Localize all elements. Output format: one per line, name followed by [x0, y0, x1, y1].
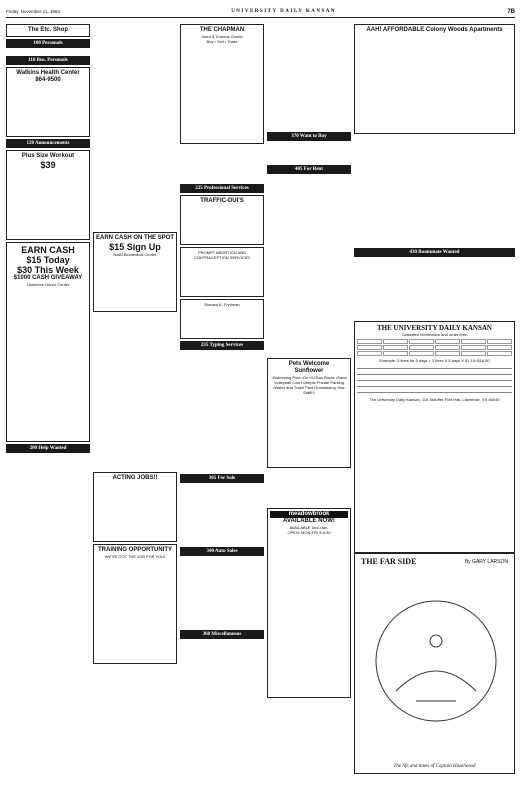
- giveaway: $1000 CASH GIVEAWAY: [13, 275, 83, 281]
- sunflower-logo: Sunflower: [294, 368, 324, 374]
- watkins-ad: [6, 67, 90, 137]
- want-to-buy-text: [267, 143, 351, 163]
- far-side-caption: The life and times of Captain Hazelwood: [393, 764, 476, 769]
- chapman-title: THE CHAPMAN: [199, 27, 245, 33]
- traffic-dui-title: TRAFFIC-DUI'S: [200, 198, 244, 204]
- chapman-tag: Buy • Sell • Trade: [206, 39, 238, 44]
- column-3: [180, 22, 264, 794]
- section-announcements: 120 Announcements: [6, 139, 90, 148]
- paper-name: UNIVERSITY DAILY KANSAN: [231, 9, 336, 14]
- auto-sales-text: [180, 558, 264, 628]
- nabi-ad: [93, 232, 177, 312]
- sunflower-amenities: •Swimming Pool •On KU Bus Route •Sand Volleyball Court •Ample Private Parking •Water and Trash Paid Outstanding Year Staff!!!: [271, 375, 347, 395]
- chapman-ad: [180, 24, 264, 144]
- frydman-title: Richard A. Frydman: [204, 302, 240, 307]
- filler-text: [6, 50, 90, 54]
- watkins-phone: 864-9500: [35, 77, 61, 83]
- section-typing-services: 235 Typing Services: [180, 341, 264, 350]
- form-line-4[interactable]: [357, 382, 512, 387]
- date: Friday, November 11, 1994: [6, 9, 60, 14]
- section-for-rent: 405 For Rent: [267, 165, 351, 174]
- section-for-sale: 305 For Sale: [180, 474, 264, 483]
- section-roommate-wanted: 430 Roommate Wanted: [354, 248, 515, 257]
- pricing-example: Example: 3 lines for 5 days = 3 lines X 5 days X $1.10=$16.50: [379, 358, 490, 363]
- column-4: [267, 22, 351, 794]
- section-personals: 100 Personals: [6, 39, 90, 48]
- today-amount: $15 Today: [26, 255, 70, 265]
- acting-jobs-title: ACTING JOBS!!: [112, 475, 158, 481]
- section-auto-sales: 340 Auto Sales: [180, 547, 264, 556]
- etc-shop-title: The Etc. Shop: [27, 27, 68, 33]
- plus-size-title: Plus Size Workout: [21, 153, 75, 159]
- meadowbrook-hours: OPEN: MON-FRI 8-5:30: [287, 530, 331, 535]
- meadowbrook-note: AVAILABLE Dec./Jan.: [289, 525, 329, 530]
- abortion-title: PROMPT ABORTION AND CONTRACEPTION SERVICES: [194, 250, 250, 260]
- etc-shop-ad: [6, 24, 90, 37]
- section-miscellaneous: 360 Miscellaneous: [180, 630, 264, 639]
- far-side-byline: By GARY LARSON: [464, 559, 508, 565]
- far-side-title: THE FAR SIDE: [361, 557, 417, 566]
- plus-size-ad: [6, 150, 90, 240]
- far-side-comic: [354, 552, 515, 774]
- donor-center-ad: [6, 242, 90, 442]
- masthead: [6, 6, 515, 18]
- far-side-drawing: [356, 571, 515, 751]
- column-2: [93, 22, 177, 794]
- week-amount: $30 This Week: [17, 265, 79, 275]
- form-line-1[interactable]: [357, 364, 512, 369]
- meadowbrook-ad: [267, 508, 351, 698]
- donor-center-name: Lawrence Donor Center: [26, 282, 70, 287]
- section-want-to-buy: 370 Want to Buy: [267, 132, 351, 141]
- section-help-wanted: 200 Help Wanted: [6, 444, 90, 453]
- training-ad: [93, 544, 177, 664]
- column-1: [6, 22, 90, 794]
- meadowbrook-title: meadowbrook: [270, 511, 348, 518]
- frydman-ad: [180, 299, 264, 339]
- earn-cash-title: EARN CASH: [21, 245, 75, 255]
- watkins-title: Watkins Health Center: [16, 70, 80, 76]
- acting-jobs-ad: [93, 472, 177, 542]
- section-bus-personals: 110 Bus. Personals: [6, 56, 90, 65]
- training-title: TRAINING OPPORTUNITY: [97, 547, 172, 553]
- form-line-3[interactable]: [357, 376, 512, 381]
- colony-woods-title: AAH! AFFORDABLE Colony Woods Apartments: [366, 27, 503, 33]
- nabi-amount: $15 Sign Up: [109, 242, 161, 252]
- typing-text: [180, 352, 264, 472]
- traffic-dui-ad: [180, 195, 264, 245]
- colony-woods-text: [354, 136, 515, 246]
- sunflower-ad: [267, 358, 351, 468]
- pets-welcome: Pets Welcome: [288, 361, 330, 367]
- form-line-5[interactable]: [357, 388, 512, 393]
- plus-size-price: $39: [40, 160, 56, 170]
- chapman-sub: Used & Curious Goods: [201, 34, 243, 39]
- meadowbrook-sub: AVAILABLE NOW!: [283, 518, 335, 524]
- for-rent-text: [267, 176, 351, 356]
- abortion-ad: [180, 247, 264, 297]
- section-professional-services: 225 Professional Services: [180, 184, 264, 193]
- form-subtitle: Classified Information and order form: [401, 332, 468, 337]
- nabi-note: NABI Biomedical Center: [113, 252, 157, 257]
- page-number: 7B: [507, 8, 515, 15]
- for-sale-text: [180, 485, 264, 545]
- nabi-title: EARN CASH ON THE SPOT: [96, 235, 175, 241]
- training-sub: WE'VE GOT THE JOB FOR YOU!: [104, 554, 166, 559]
- pricing-grid: [357, 339, 512, 356]
- roommate-text: [354, 259, 515, 319]
- form-line-2[interactable]: [357, 370, 512, 375]
- classified-order-form: [354, 321, 515, 554]
- form-title: THE UNIVERSITY DAILY KANSAN: [377, 324, 492, 332]
- colony-woods-ad: [354, 24, 515, 134]
- form-footer: The University Daily Kansan, 119 Stauffer-Flint Hall, Lawrence, KS 66045: [369, 397, 500, 402]
